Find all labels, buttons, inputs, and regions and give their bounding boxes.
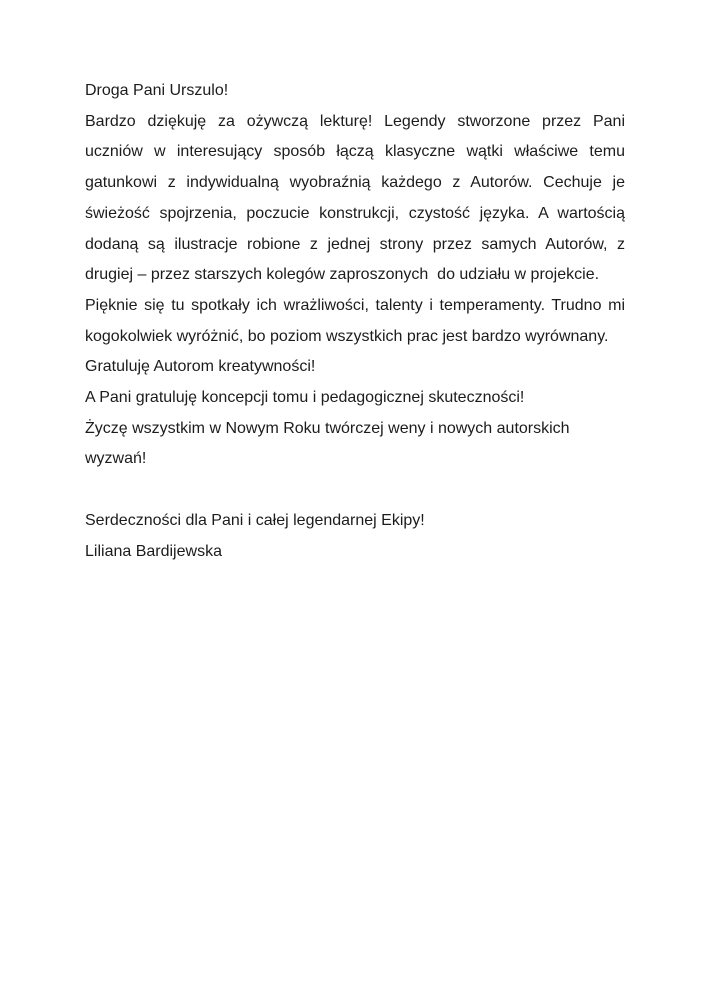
new-year-wishes-line: Życzę wszystkim w Nowym Roku twórczej weny i nowych autorskich wyzwań! — [85, 419, 575, 468]
signature-line: Liliana Bardijewska — [85, 542, 222, 560]
body-paragraph-1: Bardzo dziękuję za ożywczą lekturę! Legendy stworzone przez Pani uczniów w interesujący sposób łączą klasyczne wątki właściwe temu gatunkowi z indywidualną wyobraźnią każdego z Autorów. Cechuje je świeżość spojrzenia, poczucie konstrukcji, czystość języka. A wartością dodaną są ilustracje robione z jednej strony przez samych Autorów, z drugiej – przez starszych kolegów zaproszonych do udziału w projekcie. — [85, 112, 630, 284]
blank-line — [85, 475, 625, 506]
body-paragraph-2: Pięknie się tu spotkały ich wrażliwości, talenty i temperamenty. Trudno mi kogokolwiek wyróżnić, bo poziom wszystkich prac jest bardzo wyrównany. — [85, 296, 630, 345]
letter-body — [85, 76, 630, 567]
salutation-line: Droga Pani Urszulo! — [85, 82, 229, 99]
congratulations-line-teacher: A Pani gratuluję koncepcji tomu i pedagogicznej skuteczności! — [85, 389, 525, 407]
closing-line: Serdeczności dla Pani i całej legendarnej Ekipy! — [85, 511, 425, 529]
congratulations-line-authors: Gratuluję Autorom kreatywności! — [85, 358, 316, 376]
